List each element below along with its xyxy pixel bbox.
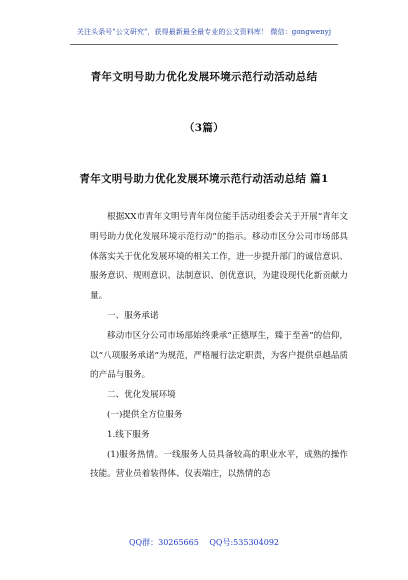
footer-contact — [0, 537, 408, 548]
header-banner: 关注头条号"公文研究"，获得最新最全最专业的公文资料库！ 微信：gongwenyj — [76, 28, 332, 36]
body-paragraph: 根据XX市青年文明号青年岗位能手活动组委会关于开展“青年文明号助力优化发展环境示范行动”的指示。移动市区分公司市场部具体落实关于优化发展环境的相关工作，进一步提升部门的诚信意识、服务意识、规则意识、法制意识、创优意识，为建设现代化新贡献力量。 — [90, 212, 348, 302]
document-body — [90, 208, 348, 485]
document-title: 青年文明号助力优化发展环境示范行动活动总结 — [90, 71, 318, 83]
section-heading: 一、服务承诺 — [107, 310, 159, 321]
body-paragraph: 移动市区分公司市场部始终秉承“正德厚生，臻于至善”的信仰，以“八项服务承诺”为规范，严格履行法定职责，为客户提供卓越品质的产品与服务。 — [90, 330, 349, 381]
qq-number-text: QQ号:535304092 — [209, 538, 279, 547]
subsection-heading: (一)提供全方位服务 — [107, 409, 183, 420]
qq-group-text: QQ群：30265665 — [128, 538, 199, 547]
subsection-heading: 1.线下服务 — [107, 429, 150, 440]
section-title: 青年文明号助力优化发展环境示范行动活动总结 篇1 — [79, 173, 329, 185]
document-count: （3篇） — [183, 122, 224, 134]
body-paragraph: (1)服务热情。一线服务人员具备较高的职业水平，成熟的操作技能。营业员着装得体、仪表端庄，以热情的态 — [90, 449, 348, 480]
section-heading: 二、优化发展环境 — [107, 390, 176, 401]
header-divider — [70, 44, 338, 45]
